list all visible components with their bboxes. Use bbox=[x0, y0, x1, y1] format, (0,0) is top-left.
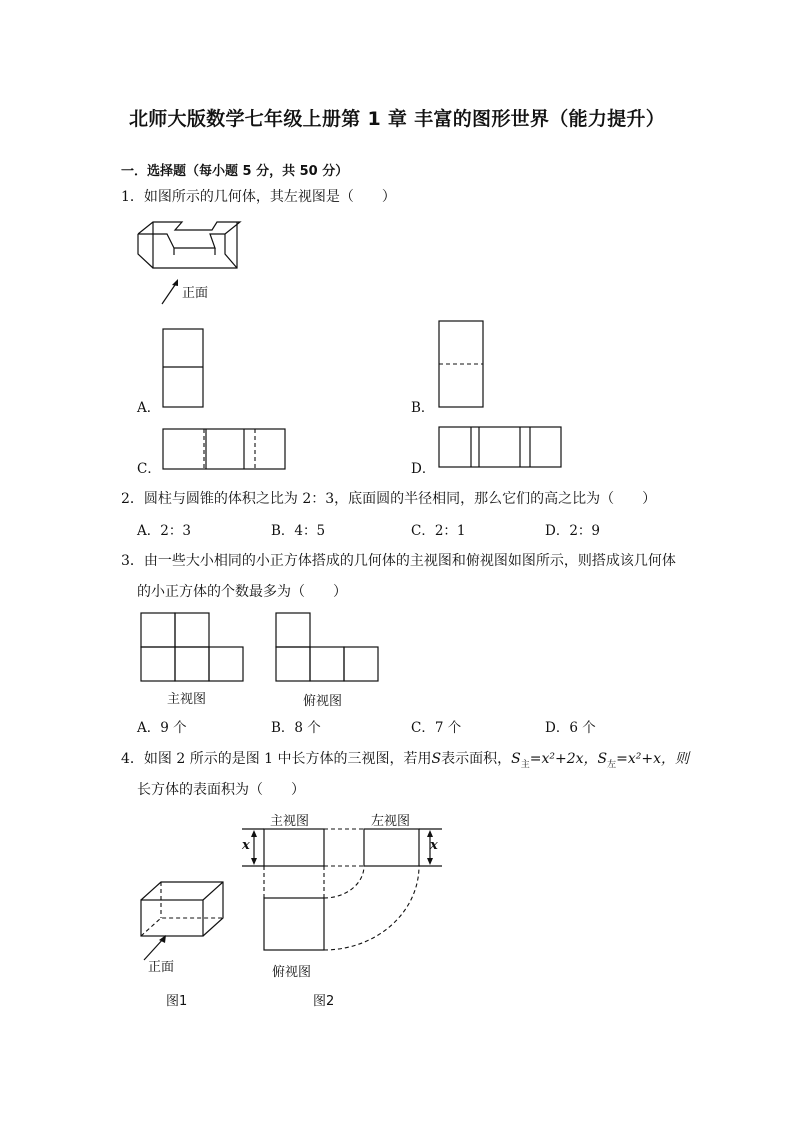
q1-option-d[interactable]: D． bbox=[411, 461, 436, 477]
q2-stem: 2．圆柱与圆锥的体积之比为 2：3，底面圆的半径相同，那么它们的高之比为（ ） bbox=[121, 491, 657, 507]
q3-top-view-label: 俯视图 bbox=[303, 694, 343, 709]
q1-option-b[interactable]: B． bbox=[411, 400, 435, 416]
q2-option-b[interactable]: B．4：5 bbox=[271, 523, 326, 539]
q4-s-left: S bbox=[597, 751, 608, 767]
q4-x-label-right: x bbox=[430, 838, 438, 853]
q3-main-view-figure bbox=[140, 612, 244, 682]
q4-s-left-sub: 左 bbox=[607, 759, 617, 770]
q3-option-a[interactable]: A．9 个 bbox=[137, 720, 187, 736]
q4-s-symbol: S bbox=[431, 751, 442, 767]
q4-three-views-figure bbox=[238, 826, 448, 956]
q1-option-d-figure bbox=[438, 426, 562, 468]
page-title: 北师大版数学七年级上册第 1 章 丰富的图形世界（能力提升） bbox=[128, 108, 666, 130]
section-heading: 一．选择题（每小题 5 分，共 50 分） bbox=[121, 164, 349, 179]
q4-fig1-label: 图1 bbox=[166, 994, 188, 1009]
q3-main-view-label: 主视图 bbox=[167, 692, 207, 707]
q4-eq1: =x²+2x， bbox=[529, 751, 598, 767]
q1-front-label: 正面 bbox=[182, 286, 209, 301]
q4-front-label: 正面 bbox=[148, 960, 175, 975]
q4-s-main-sub: 主 bbox=[520, 759, 530, 770]
q4-stem-line2: 长方体的表面积为（ ） bbox=[137, 782, 305, 798]
q3-stem-line2: 的小正方体的个数最多为（ ） bbox=[137, 584, 347, 600]
q3-option-b[interactable]: B．8 个 bbox=[271, 720, 321, 736]
q4-stem-prefix: 4．如图 2 所示的是图 1 中长方体的三视图，若用 bbox=[121, 751, 432, 767]
q1-option-a[interactable]: A． bbox=[137, 400, 161, 416]
q3-top-view-figure bbox=[275, 612, 379, 682]
q4-left-view-label: 左视图 bbox=[371, 814, 411, 829]
q1-option-a-figure bbox=[162, 328, 204, 408]
q1-stem: 1．如图所示的几何体，其左视图是（ ） bbox=[121, 189, 396, 205]
q4-cuboid-figure bbox=[138, 878, 228, 968]
q4-x-label-left: x bbox=[242, 838, 250, 853]
q2-option-d[interactable]: D．2：9 bbox=[545, 523, 601, 539]
q4-stem-mid: 表示面积， bbox=[441, 751, 512, 767]
q4-top-view-label: 俯视图 bbox=[272, 965, 312, 980]
q1-option-c-figure bbox=[162, 428, 286, 470]
q4-stem-line1 bbox=[121, 748, 689, 770]
q4-main-view-label: 主视图 bbox=[270, 814, 310, 829]
q1-option-b-figure bbox=[438, 320, 484, 408]
q4-eq2: =x²+x，则 bbox=[616, 751, 689, 767]
q1-option-c[interactable]: C． bbox=[137, 461, 161, 477]
q3-option-d[interactable]: D．6 个 bbox=[545, 720, 596, 736]
q4-s-main: S bbox=[511, 751, 521, 767]
q2-option-c[interactable]: C．2：1 bbox=[411, 523, 466, 539]
q3-stem-line1: 3．由一些大小相同的小正方体搭成的几何体的主视图和俯视图如图所示，则搭成该几何体 bbox=[121, 553, 676, 569]
q1-solid-figure bbox=[130, 218, 250, 318]
q2-option-a[interactable]: A．2：3 bbox=[137, 523, 191, 539]
q3-option-c[interactable]: C．7 个 bbox=[411, 720, 462, 736]
q4-fig2-label: 图2 bbox=[313, 994, 335, 1009]
